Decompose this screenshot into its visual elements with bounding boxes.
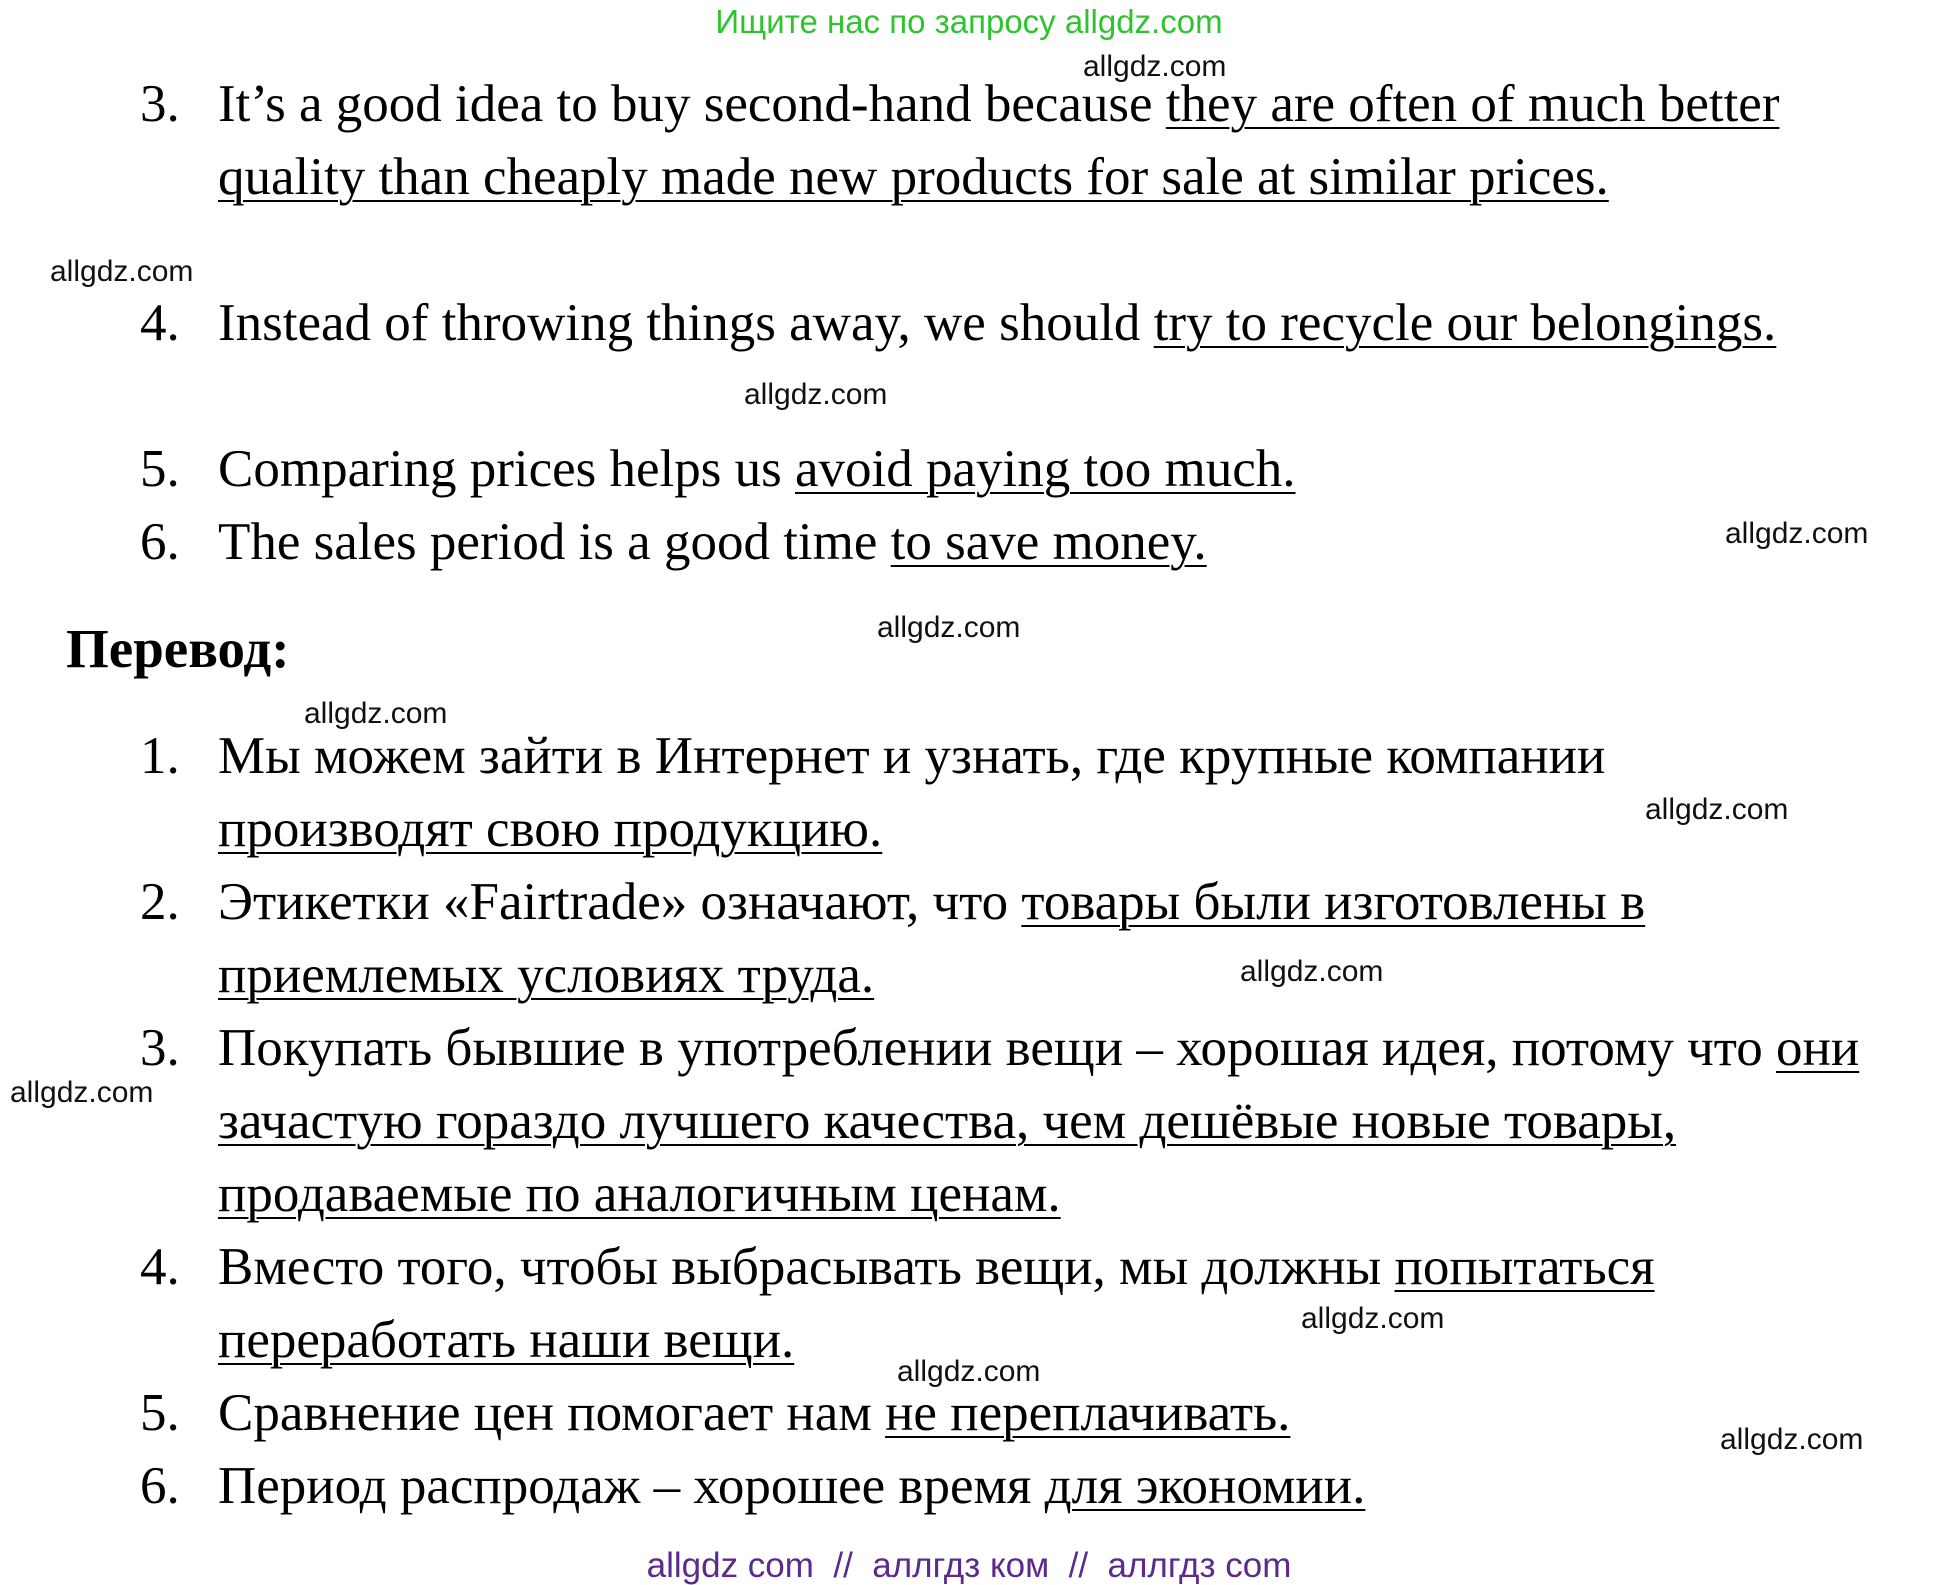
item-number: 6. — [140, 1457, 180, 1515]
watermark: allgdz.com — [877, 611, 1021, 644]
item-number: 5. — [140, 440, 180, 498]
item-underlined-text: для экономии. — [1044, 1457, 1366, 1515]
russian-item-6 — [140, 1450, 1860, 1523]
translation-heading: Перевод: — [66, 618, 290, 679]
watermark: allgdz.com — [1083, 50, 1227, 83]
item-text: Период распродаж – хорошее время — [218, 1457, 1045, 1515]
item-number: 6. — [140, 513, 180, 571]
russian-item-3 — [140, 1012, 1860, 1231]
watermark: allgdz.com — [897, 1355, 1041, 1388]
english-item-6 — [140, 506, 1860, 579]
russian-item-2 — [140, 866, 1860, 1012]
watermark: allgdz.com — [10, 1076, 154, 1109]
item-underlined-text: they are often of much better quality than cheaply made new products for sale at similar prices. — [218, 75, 1780, 206]
item-underlined-text: не переплачивать. — [885, 1384, 1291, 1442]
item-number: 2. — [140, 873, 180, 931]
item-text: Покупать бывшие в употреблении вещи – хорошая идея, потому что — [218, 1019, 1777, 1077]
item-text: Вместо того, чтобы выбрасывать вещи, мы должны — [218, 1238, 1395, 1296]
english-item-3 — [140, 68, 1860, 214]
watermark: allgdz.com — [1720, 1423, 1864, 1456]
english-item-4 — [140, 287, 1860, 360]
item-underlined-text: товары были изготовлены в приемлемых условиях труда. — [218, 873, 1646, 1004]
item-text: Сравнение цен помогает нам — [218, 1384, 886, 1442]
item-underlined-text: они зачастую гораздо лучшего качества, чем дешёвые новые товары, продаваемые по аналогичным ценам. — [218, 1019, 1860, 1223]
russian-item-1 — [140, 720, 1860, 866]
watermark: allgdz.com — [1240, 955, 1384, 988]
item-text: It’s a good idea to buy second-hand because — [218, 75, 1166, 133]
item-underlined-text: to save money. — [890, 513, 1207, 571]
watermark: allgdz.com — [304, 697, 448, 730]
item-number: 3. — [140, 1019, 180, 1077]
item-text: Instead of throwing things away, we should — [218, 294, 1154, 352]
watermark: allgdz.com — [1301, 1302, 1445, 1335]
watermark: allgdz.com — [50, 255, 194, 288]
english-item-5 — [140, 433, 1860, 506]
item-underlined-text: try to recycle our belongings. — [1153, 294, 1777, 352]
item-number: 4. — [140, 1238, 180, 1296]
top-banner: Ищите нас по запросу allgdz.com — [715, 3, 1223, 40]
item-text: Этикетки «Fairtrade» означают, что — [218, 873, 1022, 931]
item-underlined-text: avoid paying too much. — [795, 440, 1296, 498]
bottom-banner: allgdz com // аллгдз ком // аллгдз com — [646, 1546, 1292, 1585]
item-number: 4. — [140, 294, 180, 352]
item-underlined-text: попытаться переработать наши вещи. — [218, 1238, 1655, 1369]
item-text: The sales period is a good time — [218, 513, 891, 571]
item-underlined-text: производят свою продукцию. — [218, 800, 883, 858]
item-number: 5. — [140, 1384, 180, 1442]
watermark: allgdz.com — [744, 378, 888, 411]
item-number: 3. — [140, 75, 180, 133]
item-number: 1. — [140, 727, 180, 785]
watermark: allgdz.com — [1645, 793, 1789, 826]
item-text: Мы можем зайти в Интернет и узнать, где крупные компании — [218, 727, 1606, 785]
item-text: Comparing prices helps us — [218, 440, 796, 498]
watermark: allgdz.com — [1725, 517, 1869, 550]
